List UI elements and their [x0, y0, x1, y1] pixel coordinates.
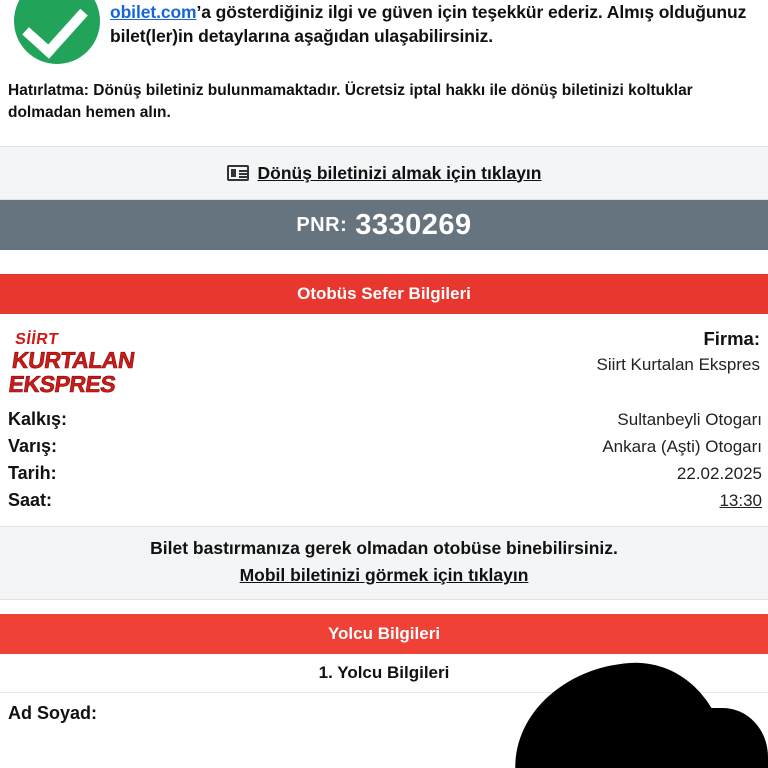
company-value: Siirt Kurtalan Ekspres [596, 355, 760, 374]
confirmation-message-rest: ’a gösterdiğiniz ilgi ve güven için teşekkür ederiz. Almış olduğunuz bilet(ler)in detaylarına aşağıdan ulaşabilirsiniz. [110, 2, 747, 47]
confirmation-block [0, 0, 768, 64]
arrival-label: Varış: [8, 436, 58, 457]
company-label: Firma: [703, 328, 760, 349]
spacer [0, 250, 768, 274]
time-label: Saat: [8, 490, 53, 511]
table-row [0, 433, 768, 460]
carrier-logo [7, 328, 205, 396]
passenger-section-header: Yolcu Bilgileri [0, 614, 768, 654]
arrival-value: Ankara (Aşti) Otogarı [602, 437, 762, 457]
reminder-text: Hatırlatma: Dönüş biletiniz bulunmamaktadır. Ücretsiz iptal hakkı ile dönüş biletinizi koltuklar dolmadan hemen alın. [8, 82, 693, 121]
company-info [597, 328, 762, 375]
table-row [0, 460, 768, 487]
check-circle-icon [14, 0, 100, 64]
trip-section-header: Otobüs Sefer Bilgileri [0, 274, 768, 314]
carrier-logo-line1: SİİRT [13, 331, 60, 348]
company-row [0, 314, 768, 406]
spacer [0, 600, 768, 614]
mobile-ticket-note [0, 526, 768, 600]
table-row [0, 487, 768, 514]
date-value: 22.02.2025 [676, 464, 762, 484]
return-ticket-link[interactable]: Dönüş biletinizi almak için tıklayın [257, 162, 542, 183]
ticket-icon [227, 165, 249, 181]
carrier-logo-line2: KURTALAN EKSPRES [7, 347, 137, 398]
return-ticket-strip[interactable] [0, 146, 768, 200]
time-value: 13:30 [719, 491, 762, 511]
table-row [0, 406, 768, 433]
date-label: Tarih: [8, 463, 57, 484]
passenger-sub-header: 1. Yolcu Bilgileri [0, 654, 768, 693]
success-icon-wrap [14, 0, 110, 64]
pnr-value: 3330269 [355, 208, 472, 241]
departure-label: Kalkış: [8, 409, 68, 430]
mobile-ticket-link[interactable]: Mobil biletinizi görmek için tıklayın [239, 565, 529, 586]
pnr-label: PNR: [296, 213, 348, 236]
confirmation-message [110, 0, 758, 48]
mobile-ticket-note-text: Bilet bastırmanıza gerek olmadan otobüse binebilirsiniz. [150, 538, 618, 559]
obilet-link[interactable]: obilet.com [110, 2, 197, 22]
passenger-name-label: Ad Soyad: [8, 703, 98, 724]
departure-value: Sultanbeyli Otogarı [617, 410, 762, 430]
pnr-bar [0, 200, 768, 250]
